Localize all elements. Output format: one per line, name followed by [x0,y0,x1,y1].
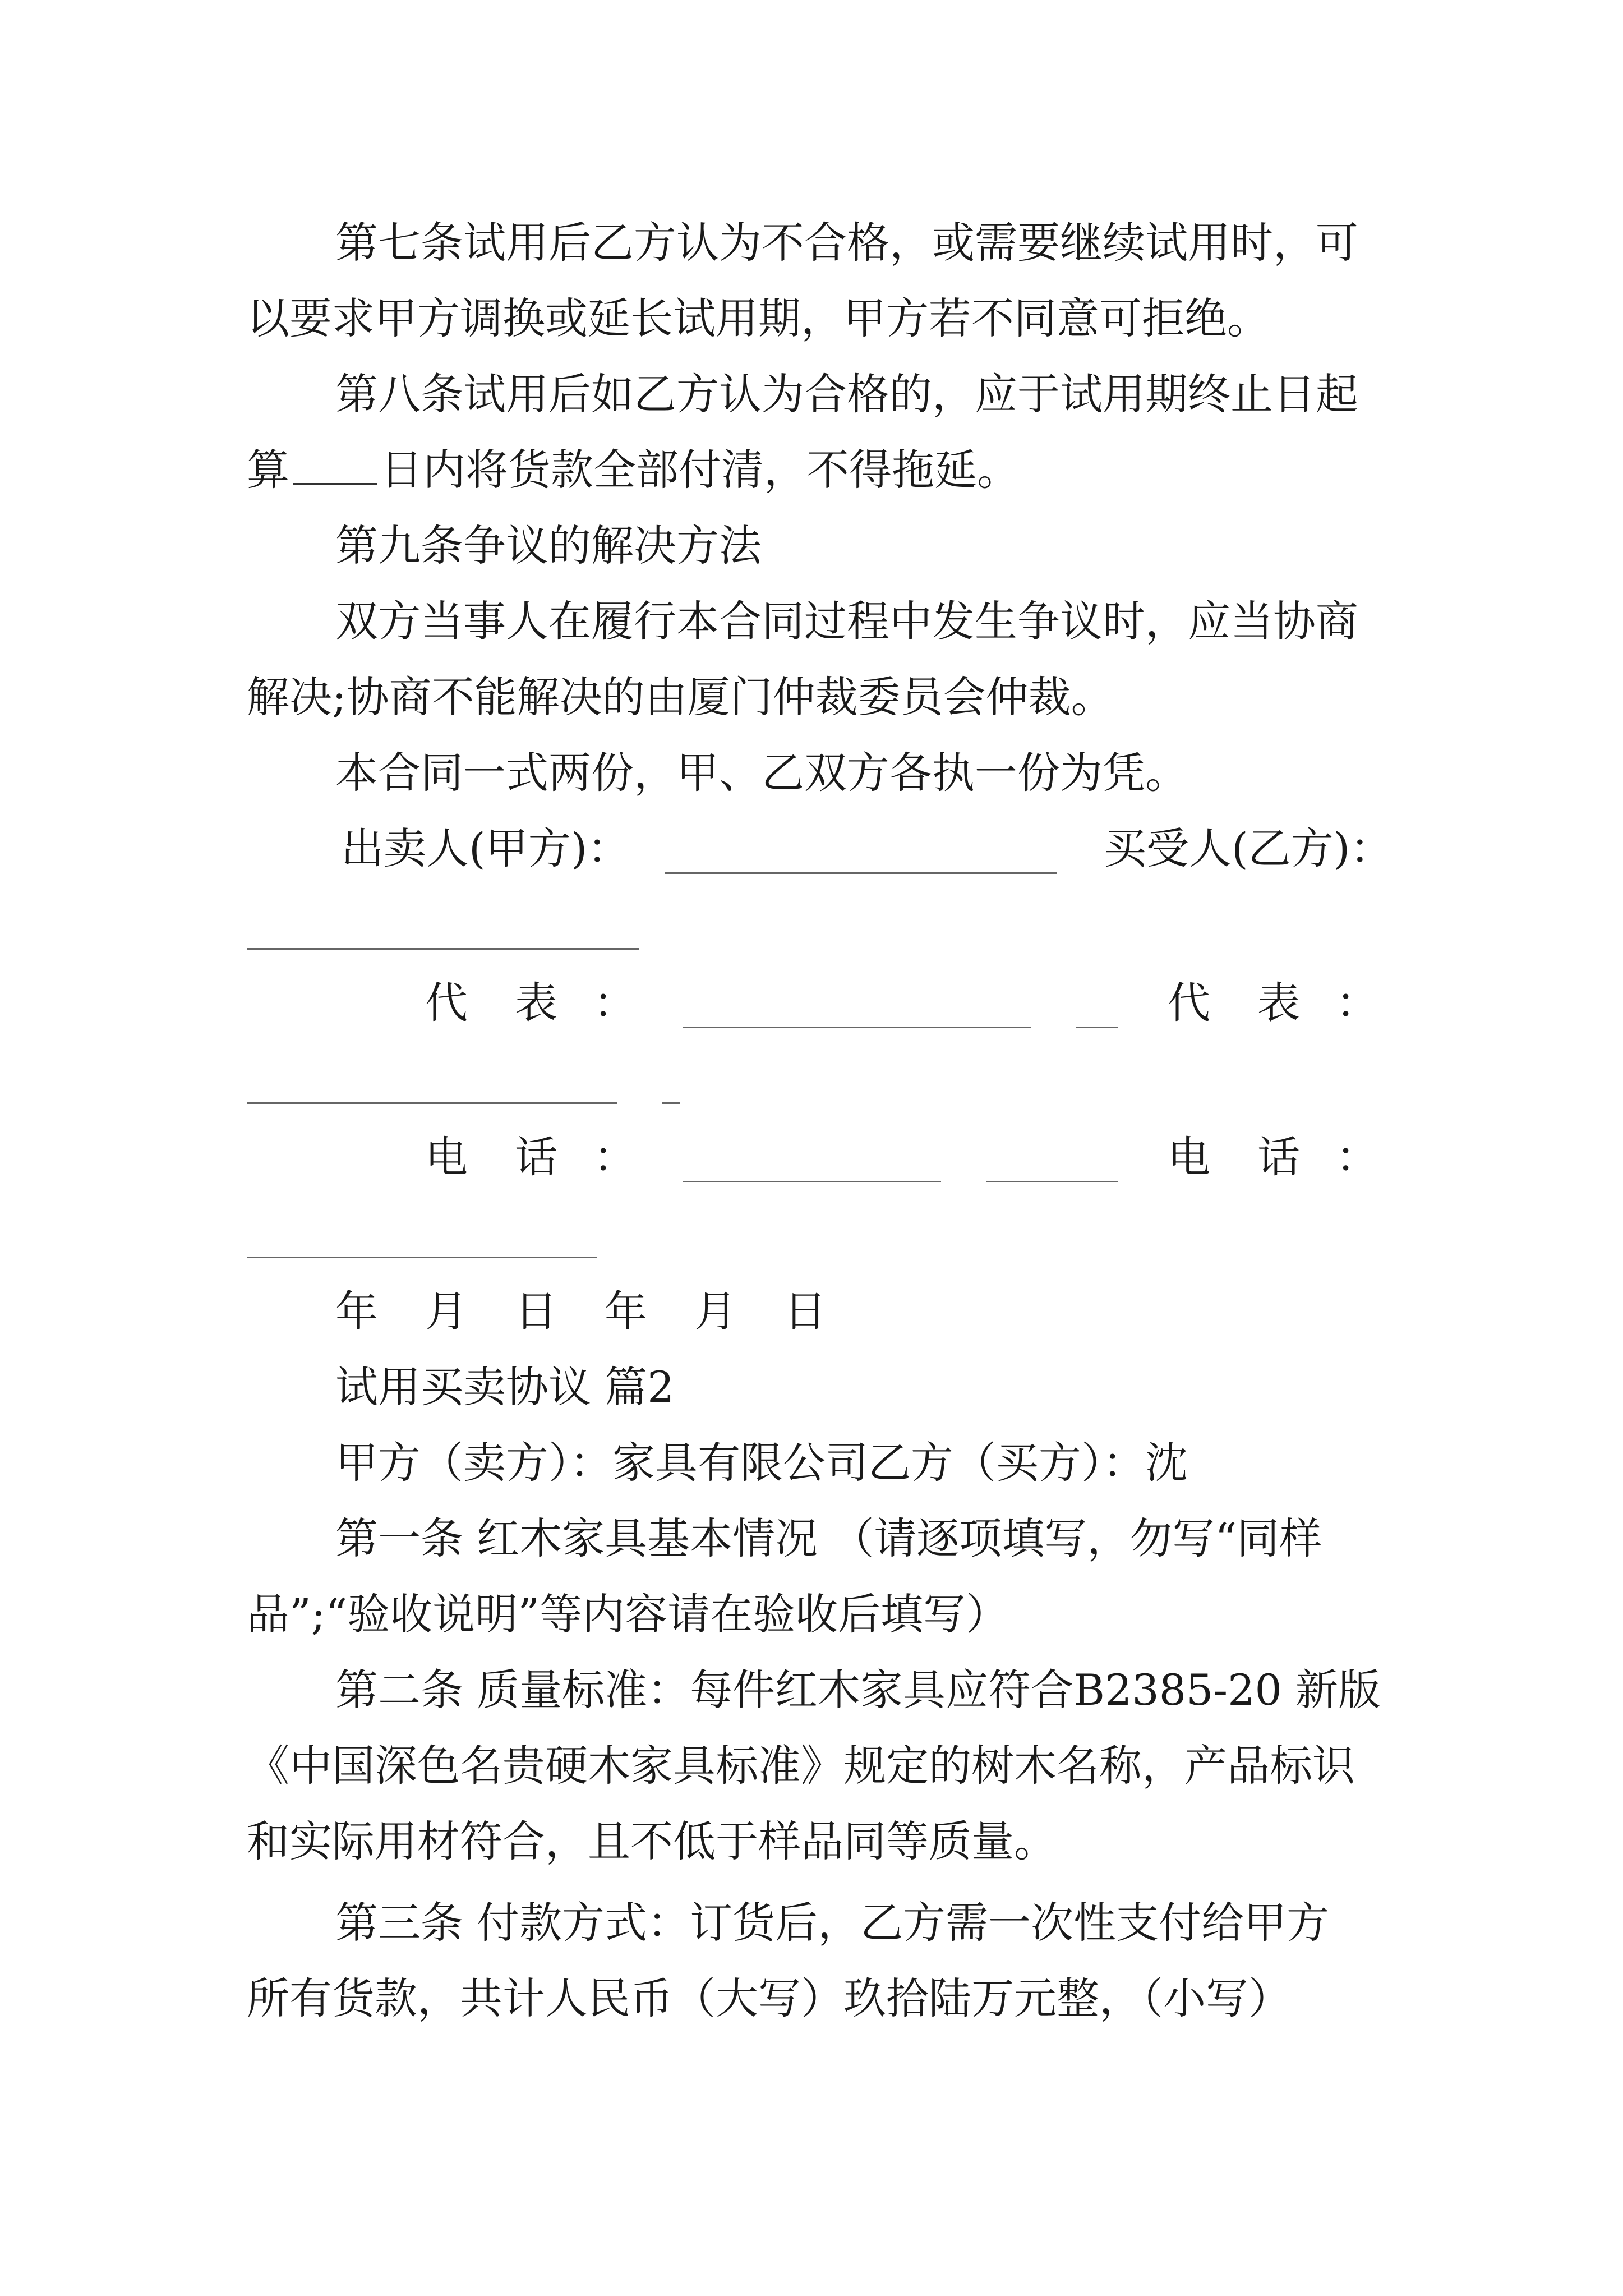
paragraph-line: 第三条 付款方式：订货后，乙方需一次性支付给甲方 [335,1898,1330,1948]
phone-label-char: 电 [425,1132,468,1182]
text-fragment: 日内将货款全部付清，不得拖延。 [380,445,1020,495]
section-heading: 第九条争议的解决方法 [335,521,762,570]
seller-label: 出卖人(甲方)： [341,823,630,873]
seller-signature-line [665,872,1057,874]
buyer-signature-line [247,948,639,950]
date-year-label: 年 [605,1286,647,1336]
buyer-rep-line [247,1102,617,1104]
date-month-label: 月 [425,1286,468,1336]
paragraph-line: 本合同一式两份，甲、乙双方各执一份为凭。 [335,748,1188,798]
paragraph-line: 第八条试用后如乙方认为合格的，应于试用期终止日起 [335,369,1358,419]
date-day-label: 日 [784,1286,827,1336]
date-day-label: 日 [515,1286,557,1336]
seller-rep-line [683,1027,1031,1028]
paragraph-line: 第七条试用后乙方认为不合格，或需要继续试用时，可 [335,218,1358,268]
paragraph-line: 第一条 红木家具基本情况 （请逐项填写，勿写“同样 [335,1513,1322,1563]
paragraph-line: 双方当事人在履行本合同过程中发生争议时，应当协商 [335,596,1358,646]
date-year-label: 年 [335,1286,378,1336]
paragraph-line: 品”;“验收说明”等内容请在验收后填写） [247,1589,1009,1639]
phone-label-char: 话 [515,1132,557,1182]
buyer-label: 买受人(乙方)： [1104,823,1393,873]
date-month-label: 月 [694,1286,737,1336]
paragraph-line [247,445,1020,495]
paragraph-line: 《中国深色名贵硬木家具标准》规定的树木名称，产品标识 [247,1741,1355,1791]
paragraph-line: 解决;协商不能解决的由厦门仲裁委员会仲裁。 [247,672,1114,722]
rep-label-colon: ： [593,978,636,1028]
phone-label-char: 话 [1257,1132,1300,1182]
rep-label-char: 表 [515,978,557,1028]
phone-label-char: 电 [1168,1132,1210,1182]
rep-label-char: 表 [1257,978,1300,1028]
phone-label-colon: ： [593,1132,636,1182]
seller-phone-line-tail [986,1181,1118,1182]
buyer-rep-line-tail [662,1102,680,1104]
section-title: 试用买卖协议 篇2 [335,1362,675,1412]
phone-label-colon: ： [1336,1132,1378,1182]
seller-phone-line [683,1181,941,1182]
paragraph-line: 以要求甲方调换或延长试用期，甲方若不同意可拒绝。 [247,293,1270,343]
seller-rep-line-tail [1076,1027,1118,1028]
buyer-phone-line [247,1257,597,1258]
rep-label-char: 代 [425,978,468,1028]
fill-blank [293,481,377,485]
rep-label-colon: ： [1336,978,1378,1028]
paragraph-line: 和实际用材符合，且不低于样品同等质量。 [247,1816,1057,1866]
paragraph-line: 甲方（卖方）：家具有限公司乙方（买方）：沈 [335,1438,1188,1488]
rep-label-char: 代 [1168,978,1210,1028]
paragraph-line: 所有货款，共计人民币（大写）玖拾陆万元整，（小写） [247,1973,1291,2023]
paragraph-line: 第二条 质量标准：每件红木家具应符合B2385-20 新版 [335,1665,1381,1715]
text-fragment: 算 [247,445,289,495]
